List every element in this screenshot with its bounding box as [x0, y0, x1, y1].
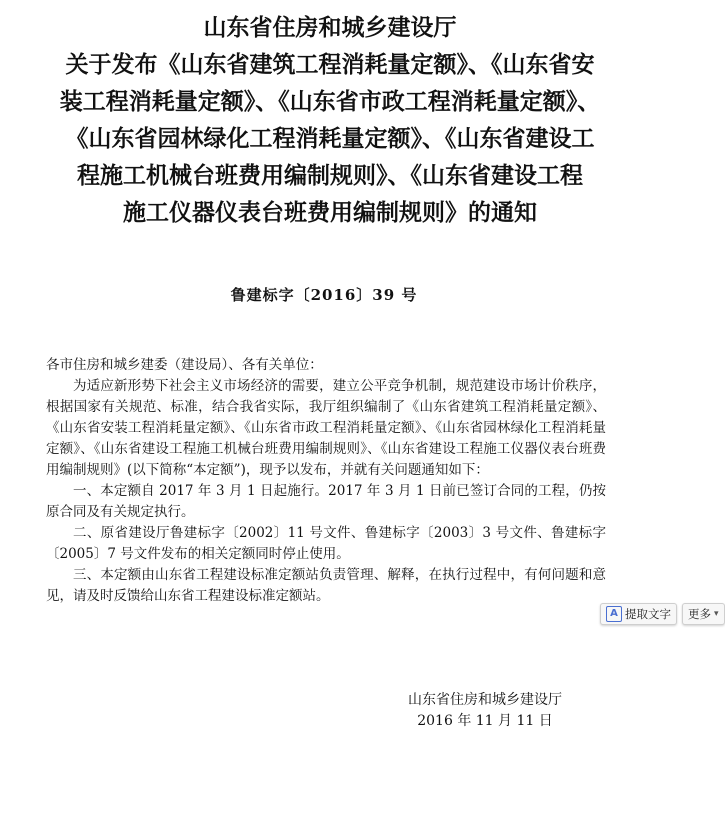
extract-text-label: 提取文字	[625, 607, 671, 621]
floating-toolbar	[600, 603, 725, 625]
title-line: 装工程消耗量定额》、《山东省市政工程消耗量定额》、	[59, 89, 601, 115]
document-body	[46, 355, 606, 607]
body-paragraph: 二、原省建设厅鲁建标字〔2002〕11 号文件、鲁建标字〔2003〕3 号文件、鲁建标字〔2005〕7 号文件发布的相关定额同时停止使用。	[46, 525, 606, 562]
more-label: 更多	[688, 607, 711, 621]
body-paragraph: 为适应新形势下社会主义市场经济的需要，建立公平竞争机制，规范建设市场计价秩序，根据国家有关规范、标准，结合我省实际，我厅组织编制了《山东省建筑工程消耗量定额》、《山东省安装工程消耗量定额》、《山东省市政工程消耗量定额》、《山东省园林绿化工程消耗量定额》、《山东省建设工程施工机械台班费用编制规则》、《山东省建设工程施工仪器仪表台班费用编制规则》(以下简称“本定额”)，现予以发布，并就有关问题通知如下：	[46, 378, 606, 478]
document-number: 鲁建标字〔2016〕39 号	[230, 286, 418, 304]
signature-block	[370, 690, 600, 732]
more-button[interactable]	[682, 603, 725, 625]
extract-text-button[interactable]	[600, 603, 677, 625]
document-title	[0, 10, 660, 232]
signature-org: 山东省住房和城乡建设厅	[408, 692, 562, 708]
body-paragraph: 一、本定额自 2017 年 3 月 1 日起施行。2017 年 3 月 1 日前已签订合同的工程，仍按原合同及有关规定执行。	[46, 483, 606, 520]
title-line: 关于发布《山东省建筑工程消耗量定额》、《山东省安	[65, 52, 595, 78]
title-line: 山东省住房和城乡建设厅	[203, 15, 457, 41]
signature-date: 2016 年 11 月 11 日	[417, 713, 553, 729]
title-line: 程施工机械台班费用编制规则》、《山东省建设工程	[77, 163, 583, 189]
title-line: 《山东省园林绿化工程消耗量定额》、《山东省建设工	[65, 126, 595, 152]
title-line: 施工仪器仪表台班费用编制规则》的通知	[123, 200, 537, 226]
salutation: 各市住房和城乡建委（建设局）、各有关单位：	[46, 357, 323, 373]
text-extract-icon: A	[606, 606, 622, 622]
body-paragraph: 三、本定额由山东省工程建设标准定额站负责管理、解释，在执行过程中，有何问题和意见，请及时反馈给山东省工程建设标准定额站。	[46, 567, 606, 604]
chevron-down-icon: ▾	[714, 609, 719, 619]
